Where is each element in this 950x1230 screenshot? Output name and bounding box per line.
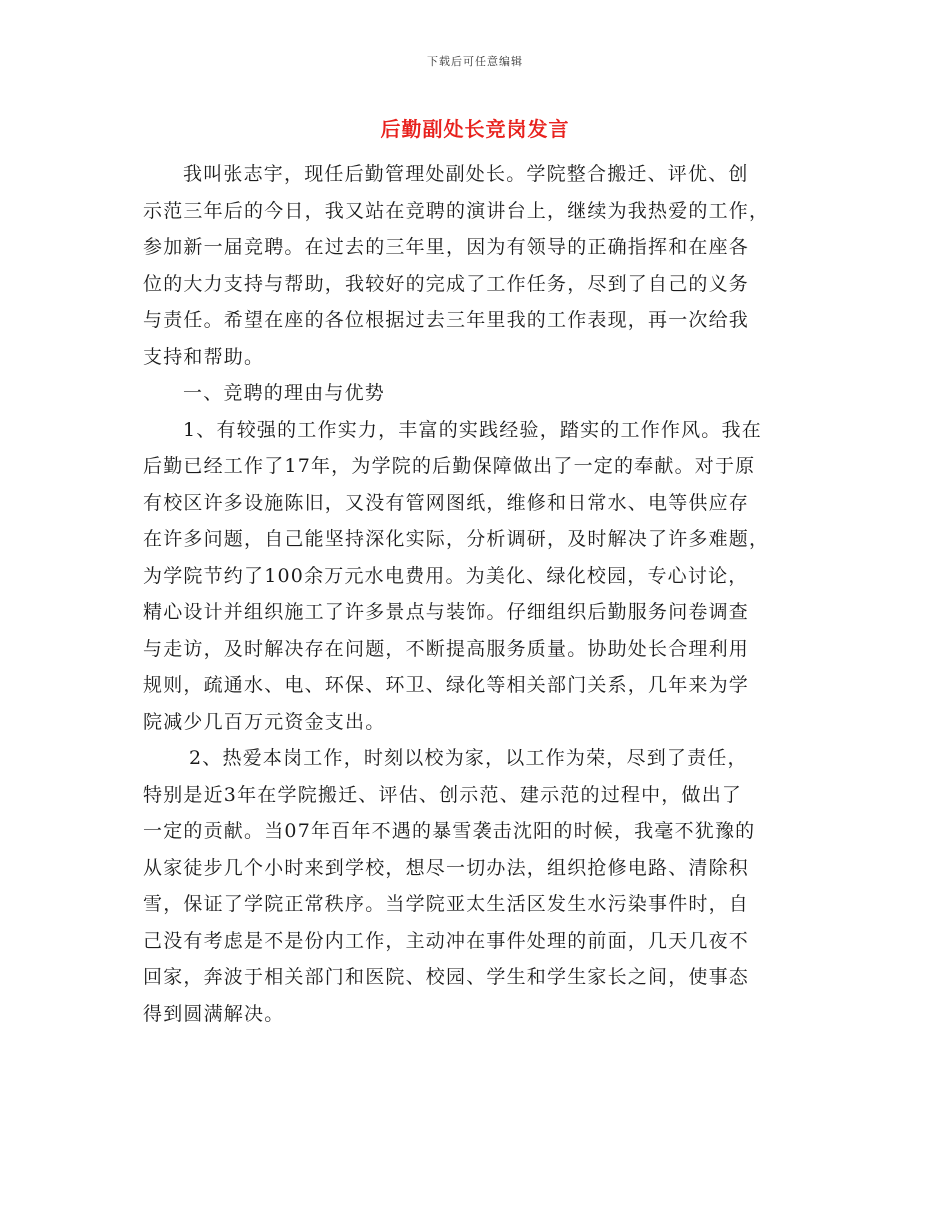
text-line: 后勤已经工作了17年，为学院的后勤保障做出了一定的奉献。对于原 [143,455,756,477]
text-line: 特别是近3年在学院搬迁、评估、创示范、建示范的过程中，做出了 [143,783,743,806]
text-line: 参加新一届竞聘。在过去的三年里，因为有领导的正确指挥和在座各 [143,236,750,258]
text-line: 我叫张志宇，现任后勤管理处副处长。学院整合搬迁、评优、创 [183,163,749,185]
text-line: 从家徒步几个小时来到学校，想尽一切办法，组织抢修电路、清除积 [143,856,750,879]
text-line: 得到圆满解决。 [143,1002,285,1025]
text-line: 支持和帮助。 [143,345,265,368]
text-line: 1、有较强的工作实力，丰富的实践经验，踏实的工作作风。我在 [183,418,762,441]
text-line: 有校区许多设施陈旧，又没有管网图纸，维修和日常水、电等供应存 [143,491,750,514]
text-line: 为学院节约了100余万元水电费用。为美化、绿化校园，专心讨论， [143,564,749,587]
text-line: 回家，奔波于相关部门和医院、校园、学生和学生家长之间，使事态 [143,966,750,988]
text-line: 规则，疏通水、电、环保、环卫、绿化等相关部门关系，几年来为学 [143,674,750,696]
text-line: 院减少几百万元资金支出。 [143,710,386,733]
text-line: 与责任。希望在座的各位根据过去三年里我的工作表现，再一次给我 [143,309,750,331]
text-line: 己没有考虑是不是份内工作，主动冲在事件处理的前面，几天几夜不 [143,929,750,952]
text-line: 与走访，及时解决存在问题，不断提高服务质量。协助处长合理利用 [143,637,750,660]
text-line: 在许多问题，自己能坚持深化实际，分析调研，及时解决了许多难题， [143,528,770,550]
text-line: 2、热爱本岗工作，时刻以校为家，以工作为荣，尽到了责任， [189,747,748,769]
text-line: 位的大力支持与帮助，我较好的完成了工作任务，尽到了自己的义务 [143,272,750,295]
text-line: 示范三年后的今日，我又站在竞聘的演讲台上，继续为我热爱的工作， [143,199,770,222]
text-line: 精心设计并组织施工了许多景点与装饰。仔细组织后勤服务问卷调查 [143,601,750,623]
document-title: 后勤副处长竞岗发言 [380,117,570,141]
header-note: 下载后可任意编辑 [427,55,523,68]
document-body [143,156,808,1032]
text-line: 一定的贡献。当07年百年不遇的暴雪袭击沈阳的时候，我毫不犹豫的 [143,820,756,842]
section-heading: 一、竞聘的理由与优势 [183,382,386,404]
text-line: 雪，保证了学院正常秩序。当学院亚太生活区发生水污染事件时，自 [143,893,750,915]
